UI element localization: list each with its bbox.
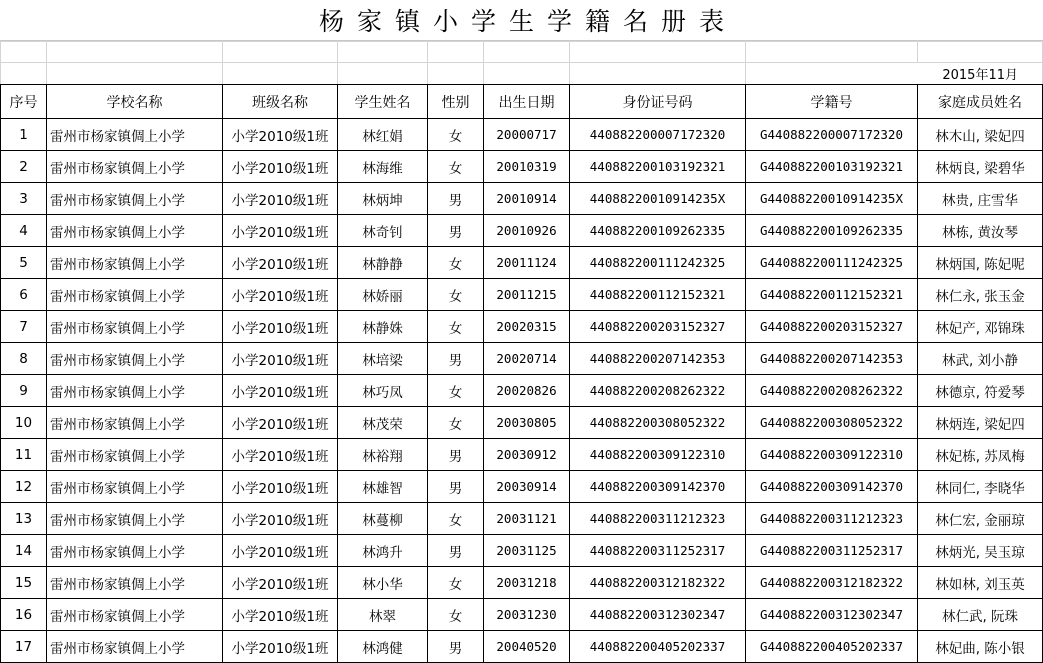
empty-cell[interactable] bbox=[223, 42, 338, 63]
cell-no[interactable]: 9 bbox=[1, 375, 47, 407]
cell-no[interactable]: 5 bbox=[1, 247, 47, 279]
cell-class[interactable]: 小学2010级1班 bbox=[223, 311, 338, 343]
cell-roll[interactable]: G440882200111242325 bbox=[746, 247, 918, 279]
cell-roll[interactable]: G440882200007172320 bbox=[746, 119, 918, 151]
empty-cell[interactable] bbox=[484, 42, 570, 63]
cell-class[interactable]: 小学2010级1班 bbox=[223, 407, 338, 439]
cell-gender[interactable]: 男 bbox=[428, 183, 484, 215]
cell-name[interactable]: 林娇丽 bbox=[338, 279, 428, 311]
cell-roll[interactable]: G440882200207142353 bbox=[746, 343, 918, 375]
cell-id[interactable]: 440882200311252317 bbox=[570, 535, 746, 567]
cell-birth[interactable]: 20031218 bbox=[484, 567, 570, 599]
date-cell[interactable]: 2015年11月 bbox=[746, 63, 1043, 85]
cell-roll[interactable]: G440882200103192321 bbox=[746, 151, 918, 183]
cell-id[interactable]: 440882200309142370 bbox=[570, 471, 746, 503]
cell-birth[interactable]: 20030912 bbox=[484, 439, 570, 471]
header-school[interactable]: 学校名称 bbox=[47, 85, 223, 119]
cell-id[interactable]: 440882200208262322 bbox=[570, 375, 746, 407]
header-row bbox=[1, 85, 1043, 119]
cell-class[interactable]: 小学2010级1班 bbox=[223, 215, 338, 247]
cell-gender[interactable]: 女 bbox=[428, 311, 484, 343]
cell-birth[interactable]: 20031230 bbox=[484, 599, 570, 631]
cell-school[interactable]: 雷州市杨家镇倜上小学 bbox=[47, 439, 223, 471]
empty-cell[interactable] bbox=[570, 63, 746, 85]
cell-name[interactable]: 林鸿升 bbox=[338, 535, 428, 567]
empty-cell[interactable] bbox=[338, 63, 428, 85]
cell-school[interactable]: 雷州市杨家镇倜上小学 bbox=[47, 183, 223, 215]
cell-class[interactable]: 小学2010级1班 bbox=[223, 439, 338, 471]
cell-gender[interactable]: 女 bbox=[428, 599, 484, 631]
cell-id[interactable]: 440882200312182322 bbox=[570, 567, 746, 599]
cell-no[interactable]: 11 bbox=[1, 439, 47, 471]
cell-roll[interactable]: G440882200405202337 bbox=[746, 631, 918, 663]
cell-class[interactable]: 小学2010级1班 bbox=[223, 535, 338, 567]
cell-gender[interactable]: 女 bbox=[428, 279, 484, 311]
cell-roll[interactable]: G440882200312182322 bbox=[746, 567, 918, 599]
cell-class[interactable]: 小学2010级1班 bbox=[223, 247, 338, 279]
empty-cell[interactable] bbox=[1, 63, 47, 85]
cell-family[interactable]: 林如林, 刘玉英 bbox=[918, 567, 1043, 599]
cell-name[interactable]: 林红娟 bbox=[338, 119, 428, 151]
cell-id[interactable]: 440882200103192321 bbox=[570, 151, 746, 183]
cell-school[interactable]: 雷州市杨家镇倜上小学 bbox=[47, 599, 223, 631]
table-row bbox=[1, 151, 1043, 183]
table-row bbox=[1, 343, 1043, 375]
cell-name[interactable]: 林雄智 bbox=[338, 471, 428, 503]
cell-class[interactable]: 小学2010级1班 bbox=[223, 119, 338, 151]
cell-no[interactable]: 4 bbox=[1, 215, 47, 247]
cell-name[interactable]: 林海维 bbox=[338, 151, 428, 183]
table-row bbox=[1, 439, 1043, 471]
spacer-row bbox=[1, 42, 1043, 63]
empty-cell[interactable] bbox=[746, 42, 918, 63]
table-row bbox=[1, 535, 1043, 567]
header-name[interactable]: 学生姓名 bbox=[338, 85, 428, 119]
cell-gender[interactable]: 男 bbox=[428, 343, 484, 375]
cell-birth[interactable]: 20011124 bbox=[484, 247, 570, 279]
table-row bbox=[1, 631, 1043, 663]
cell-family[interactable]: 林仁武, 阮珠 bbox=[918, 599, 1043, 631]
cell-no[interactable]: 2 bbox=[1, 151, 47, 183]
cell-id[interactable]: 440882200112152321 bbox=[570, 279, 746, 311]
empty-cell[interactable] bbox=[570, 42, 746, 63]
cell-gender[interactable]: 女 bbox=[428, 567, 484, 599]
cell-no[interactable]: 6 bbox=[1, 279, 47, 311]
cell-birth[interactable]: 20040520 bbox=[484, 631, 570, 663]
cell-school[interactable]: 雷州市杨家镇倜上小学 bbox=[47, 311, 223, 343]
cell-name[interactable]: 林翠 bbox=[338, 599, 428, 631]
cell-roll[interactable]: G440882200203152327 bbox=[746, 311, 918, 343]
cell-school[interactable]: 雷州市杨家镇倜上小学 bbox=[47, 151, 223, 183]
cell-family[interactable]: 林妃栋, 苏凤梅 bbox=[918, 439, 1043, 471]
cell-no[interactable]: 3 bbox=[1, 183, 47, 215]
cell-roll[interactable]: G440882200308052322 bbox=[746, 407, 918, 439]
header-family[interactable]: 家庭成员姓名 bbox=[918, 85, 1043, 119]
cell-family[interactable]: 林妃曲, 陈小银 bbox=[918, 631, 1043, 663]
cell-gender[interactable]: 男 bbox=[428, 631, 484, 663]
cell-no[interactable]: 14 bbox=[1, 535, 47, 567]
cell-name[interactable]: 林鸿健 bbox=[338, 631, 428, 663]
cell-no[interactable]: 17 bbox=[1, 631, 47, 663]
cell-no[interactable]: 10 bbox=[1, 407, 47, 439]
cell-class[interactable]: 小学2010级1班 bbox=[223, 151, 338, 183]
cell-roll[interactable]: G440882200312302347 bbox=[746, 599, 918, 631]
cell-birth[interactable]: 20031125 bbox=[484, 535, 570, 567]
cell-family[interactable]: 林德京, 符爱琴 bbox=[918, 375, 1043, 407]
cell-school[interactable]: 雷州市杨家镇倜上小学 bbox=[47, 567, 223, 599]
cell-school[interactable]: 雷州市杨家镇倜上小学 bbox=[47, 407, 223, 439]
cell-gender[interactable]: 男 bbox=[428, 439, 484, 471]
cell-school[interactable]: 雷州市杨家镇倜上小学 bbox=[47, 119, 223, 151]
header-id[interactable]: 身份证号码 bbox=[570, 85, 746, 119]
cell-class[interactable]: 小学2010级1班 bbox=[223, 567, 338, 599]
cell-roll[interactable]: G440882200309142370 bbox=[746, 471, 918, 503]
cell-birth[interactable]: 20010319 bbox=[484, 151, 570, 183]
cell-roll[interactable]: G440882200208262322 bbox=[746, 375, 918, 407]
cell-family[interactable]: 林木山, 梁妃四 bbox=[918, 119, 1043, 151]
cell-id[interactable]: 440882200308052322 bbox=[570, 407, 746, 439]
cell-name[interactable]: 林小华 bbox=[338, 567, 428, 599]
cell-birth[interactable]: 20031121 bbox=[484, 503, 570, 535]
cell-school[interactable]: 雷州市杨家镇倜上小学 bbox=[47, 215, 223, 247]
cell-name[interactable]: 林培梁 bbox=[338, 343, 428, 375]
cell-class[interactable]: 小学2010级1班 bbox=[223, 343, 338, 375]
cell-birth[interactable]: 20020826 bbox=[484, 375, 570, 407]
empty-cell[interactable] bbox=[47, 63, 223, 85]
cell-birth[interactable]: 20020714 bbox=[484, 343, 570, 375]
cell-id[interactable]: 440882200405202337 bbox=[570, 631, 746, 663]
cell-gender[interactable]: 男 bbox=[428, 471, 484, 503]
cell-class[interactable]: 小学2010级1班 bbox=[223, 471, 338, 503]
cell-school[interactable]: 雷州市杨家镇倜上小学 bbox=[47, 279, 223, 311]
cell-id[interactable]: 440882200111242325 bbox=[570, 247, 746, 279]
table-row bbox=[1, 183, 1043, 215]
cell-gender[interactable]: 女 bbox=[428, 503, 484, 535]
empty-cell[interactable] bbox=[918, 42, 1043, 63]
cell-school[interactable]: 雷州市杨家镇倜上小学 bbox=[47, 503, 223, 535]
cell-id[interactable]: 44088220010914235X bbox=[570, 183, 746, 215]
cell-no[interactable]: 15 bbox=[1, 567, 47, 599]
empty-cell[interactable] bbox=[1, 42, 47, 63]
cell-family[interactable]: 林武, 刘小静 bbox=[918, 343, 1043, 375]
cell-id[interactable]: 440882200309122310 bbox=[570, 439, 746, 471]
cell-family[interactable]: 林炳良, 梁碧华 bbox=[918, 151, 1043, 183]
cell-roll[interactable]: G440882200112152321 bbox=[746, 279, 918, 311]
header-birth[interactable]: 出生日期 bbox=[484, 85, 570, 119]
cell-class[interactable]: 小学2010级1班 bbox=[223, 279, 338, 311]
header-gender[interactable]: 性别 bbox=[428, 85, 484, 119]
cell-name[interactable]: 林奇钊 bbox=[338, 215, 428, 247]
cell-name[interactable]: 林巧凤 bbox=[338, 375, 428, 407]
cell-birth[interactable]: 20000717 bbox=[484, 119, 570, 151]
cell-family[interactable]: 林仁永, 张玉金 bbox=[918, 279, 1043, 311]
cell-roll[interactable]: G440882200109262335 bbox=[746, 215, 918, 247]
cell-gender[interactable]: 女 bbox=[428, 119, 484, 151]
cell-gender[interactable]: 女 bbox=[428, 407, 484, 439]
cell-family[interactable]: 林炳光, 吴玉琼 bbox=[918, 535, 1043, 567]
cell-no[interactable]: 16 bbox=[1, 599, 47, 631]
cell-name[interactable]: 林静静 bbox=[338, 247, 428, 279]
cell-class[interactable]: 小学2010级1班 bbox=[223, 599, 338, 631]
header-class[interactable]: 班级名称 bbox=[223, 85, 338, 119]
cell-id[interactable]: 440882200203152327 bbox=[570, 311, 746, 343]
cell-gender[interactable]: 女 bbox=[428, 247, 484, 279]
cell-family[interactable]: 林栋, 黄汝琴 bbox=[918, 215, 1043, 247]
cell-gender[interactable]: 男 bbox=[428, 215, 484, 247]
cell-name[interactable]: 林茂荣 bbox=[338, 407, 428, 439]
cell-name[interactable]: 林蔓柳 bbox=[338, 503, 428, 535]
header-no[interactable]: 序号 bbox=[1, 85, 47, 119]
table-row bbox=[1, 567, 1043, 599]
cell-school[interactable]: 雷州市杨家镇倜上小学 bbox=[47, 375, 223, 407]
cell-class[interactable]: 小学2010级1班 bbox=[223, 183, 338, 215]
cell-class[interactable]: 小学2010级1班 bbox=[223, 631, 338, 663]
table-row bbox=[1, 471, 1043, 503]
cell-school[interactable]: 雷州市杨家镇倜上小学 bbox=[47, 247, 223, 279]
cell-id[interactable]: 440882200312302347 bbox=[570, 599, 746, 631]
cell-no[interactable]: 7 bbox=[1, 311, 47, 343]
cell-roll[interactable]: G440882200311212323 bbox=[746, 503, 918, 535]
cell-birth[interactable]: 20030914 bbox=[484, 471, 570, 503]
cell-family[interactable]: 林妃产, 邓锦珠 bbox=[918, 311, 1043, 343]
cell-id[interactable]: 440882200207142353 bbox=[570, 343, 746, 375]
cell-id[interactable]: 440882200007172320 bbox=[570, 119, 746, 151]
page-title: 杨家镇小学生学籍名册表 bbox=[318, 7, 737, 36]
cell-no[interactable]: 13 bbox=[1, 503, 47, 535]
empty-cell[interactable] bbox=[428, 42, 484, 63]
cell-birth[interactable]: 20010914 bbox=[484, 183, 570, 215]
cell-school[interactable]: 雷州市杨家镇倜上小学 bbox=[47, 535, 223, 567]
table-row bbox=[1, 215, 1043, 247]
cell-birth[interactable]: 20010926 bbox=[484, 215, 570, 247]
date-row bbox=[1, 63, 1043, 85]
cell-family[interactable]: 林炳连, 梁妃四 bbox=[918, 407, 1043, 439]
cell-roll[interactable]: G440882200311252317 bbox=[746, 535, 918, 567]
cell-no[interactable]: 12 bbox=[1, 471, 47, 503]
table-row bbox=[1, 375, 1043, 407]
cell-class[interactable]: 小学2010级1班 bbox=[223, 503, 338, 535]
table-row bbox=[1, 119, 1043, 151]
table-row bbox=[1, 599, 1043, 631]
table-row bbox=[1, 503, 1043, 535]
empty-cell[interactable] bbox=[484, 63, 570, 85]
empty-cell[interactable] bbox=[428, 63, 484, 85]
cell-name[interactable]: 林炳坤 bbox=[338, 183, 428, 215]
table-row bbox=[1, 247, 1043, 279]
cell-family[interactable]: 林炳国, 陈妃呢 bbox=[918, 247, 1043, 279]
empty-cell[interactable] bbox=[47, 42, 223, 63]
cell-birth[interactable]: 20020315 bbox=[484, 311, 570, 343]
cell-class[interactable]: 小学2010级1班 bbox=[223, 375, 338, 407]
cell-family[interactable]: 林仁宏, 金丽琼 bbox=[918, 503, 1043, 535]
cell-no[interactable]: 1 bbox=[1, 119, 47, 151]
cell-gender[interactable]: 女 bbox=[428, 375, 484, 407]
cell-birth[interactable]: 20030805 bbox=[484, 407, 570, 439]
empty-cell[interactable] bbox=[223, 63, 338, 85]
table-row bbox=[1, 311, 1043, 343]
cell-gender[interactable]: 女 bbox=[428, 151, 484, 183]
cell-school[interactable]: 雷州市杨家镇倜上小学 bbox=[47, 343, 223, 375]
cell-id[interactable]: 440882200109262335 bbox=[570, 215, 746, 247]
cell-name[interactable]: 林静姝 bbox=[338, 311, 428, 343]
table-row bbox=[1, 279, 1043, 311]
title-row bbox=[0, 0, 1043, 41]
empty-cell[interactable] bbox=[338, 42, 428, 63]
cell-roll[interactable]: G440882200309122310 bbox=[746, 439, 918, 471]
cell-school[interactable]: 雷州市杨家镇倜上小学 bbox=[47, 631, 223, 663]
cell-name[interactable]: 林裕翔 bbox=[338, 439, 428, 471]
cell-family[interactable]: 林同仁, 李晓华 bbox=[918, 471, 1043, 503]
table-row bbox=[1, 407, 1043, 439]
cell-gender[interactable]: 男 bbox=[428, 535, 484, 567]
student-roster-table bbox=[0, 41, 1043, 663]
cell-no[interactable]: 8 bbox=[1, 343, 47, 375]
cell-family[interactable]: 林贵, 庄雪华 bbox=[918, 183, 1043, 215]
cell-school[interactable]: 雷州市杨家镇倜上小学 bbox=[47, 471, 223, 503]
header-roll[interactable]: 学籍号 bbox=[746, 85, 918, 119]
cell-birth[interactable]: 20011215 bbox=[484, 279, 570, 311]
cell-roll[interactable]: G44088220010914235X bbox=[746, 183, 918, 215]
cell-id[interactable]: 440882200311212323 bbox=[570, 503, 746, 535]
